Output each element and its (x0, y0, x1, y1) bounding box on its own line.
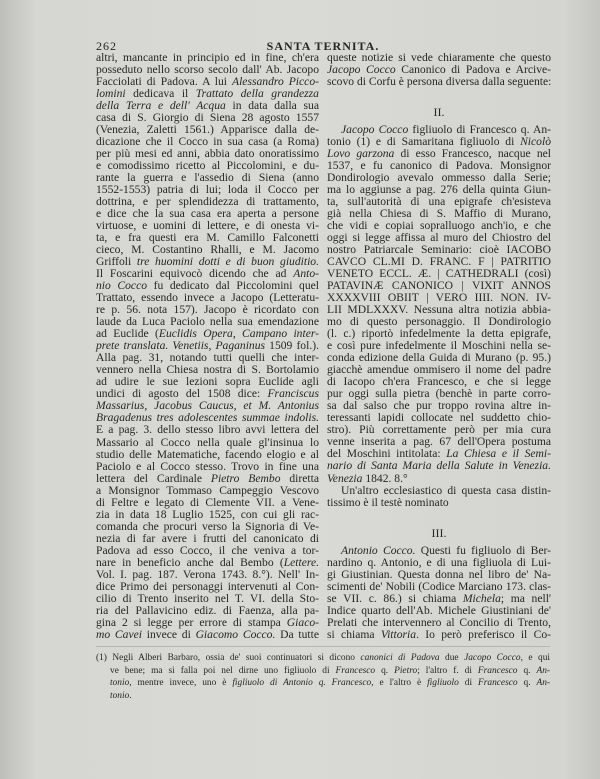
italic-text: tonio (110, 678, 130, 689)
text: virtuose, e uomini di lettere, e di onesta vi- (96, 219, 319, 233)
text-line (327, 629, 551, 641)
italic-text: Anto- (293, 267, 319, 281)
italic-text: Francesco (477, 665, 518, 676)
text: e dice che la sua casa era aperta a persone (96, 207, 319, 221)
text: Massario al Cocco nella quale gl'insinua lo (96, 435, 319, 449)
italic-text: tre huomini dotti e di buon giuditio. (136, 255, 319, 269)
text: queste notizie si vede chiaramente che questo (327, 51, 551, 64)
text: dedicava il (125, 87, 196, 101)
italic-text: nario di Santa Maria della Salute in Venezia. (327, 459, 551, 473)
text: nardino q. Antonio, e di una figliuola di Lui- (327, 555, 551, 569)
text: Facciolati di Padova. A lui (96, 75, 232, 89)
text: dicazione che il Cocco in sua casa (a Roma) (96, 135, 319, 149)
italic-text: figliuolo (427, 678, 459, 689)
text: e così pure infedelmente il Moschini nella se- (327, 339, 551, 353)
text: di Iacopo ch'era Francesco, e che si legge (327, 375, 551, 389)
italic-text: Vittoria (380, 627, 417, 641)
text: nare in beneficio anche dal Bembo ( (96, 555, 284, 569)
text-line (96, 690, 550, 703)
text: gi Giustinian. Questa donna nel libro de' Na- (327, 567, 551, 581)
italic-text: Antonio Cocco. (341, 543, 416, 557)
text: ria del Pallavicino ediz. di Faenza, alla pa- (96, 603, 319, 617)
text: Padova ad esso Cocco, il che veniva a tor- (96, 543, 319, 557)
text: , e qui (520, 653, 550, 663)
italic-text: Lovo garzona (327, 147, 395, 161)
text: di Feltre e legato di Clemente VII. a Vene- (96, 495, 319, 509)
text: Il Foscarini equivocò dicendo che ad (96, 267, 294, 281)
italic-text: Pietro Bembo (210, 471, 281, 485)
text: Da tutte (275, 627, 320, 641)
text: già nella Chiesa di S. Maffio di Murano, (327, 207, 551, 221)
italic-text: Jacopo Cocco (327, 63, 396, 77)
text-line (327, 76, 551, 88)
text: (1) Negli Alberi Barbaro, ossia de' suoi continuatori si dicono (96, 653, 361, 663)
text: q. (375, 665, 395, 676)
text: altri, mancante in principio ed in fine, ch'era (96, 51, 319, 64)
italic-text: lomini (96, 87, 126, 101)
text: e comodissimo ricetto al Piccolomini, e du- (96, 159, 319, 173)
text: , mentre invece, uno è (129, 678, 233, 689)
italic-text: Lettere. (283, 555, 319, 569)
italic-text: della Terra e dell' Acqua (96, 99, 226, 113)
italic-text: Bragadenus tres adolescentes summae indolis. (96, 411, 319, 425)
page-number: 262 (96, 39, 117, 53)
text: zia in data 18 Luglio 1525, con cui gli rac- (96, 507, 319, 521)
text: (l. c.) riportò infedelmente la detta epigrafe, (327, 327, 551, 341)
text: . (129, 690, 132, 701)
text: XXXXVIII OBIIT | VERO IIII. NON. IV- (327, 291, 551, 305)
text: venne inserita a pag. 67 dell'Opera postuma (327, 435, 551, 449)
italic-text: mo Cavei (96, 627, 142, 641)
text: Canonico di Padova e Arcive- (395, 63, 552, 77)
section-heading: II. (433, 105, 445, 120)
text: stro). Più correttamente però per mia cura (327, 423, 551, 437)
text-line (96, 652, 550, 665)
text: scimenti de' Nobili (Codice Marciano 173. clas- (327, 579, 551, 593)
text: dottrina, e per splendidezza di trattamento, (96, 195, 319, 209)
text: giacchè amendue ommisero il nome del padre (327, 363, 551, 377)
text: teressanti lapidi collocate nel suddetto chio- (327, 411, 551, 425)
italic-text: La Chiesa e il Semi- (446, 447, 552, 461)
text: vennero nella Chiesa nostra di S. Bortolamio (96, 363, 319, 377)
text: ; ma nell' (500, 591, 552, 605)
text: di (458, 678, 479, 689)
text: rante la guerra e l'assedio di Siena (anno (96, 171, 319, 185)
text: re p. 56. nota 157). Jacopo è ricordato con (96, 303, 319, 317)
text: scovo di Corfu è persona diversa dalla seguente: (327, 75, 552, 89)
italic-text: canonici di Padova (360, 653, 440, 663)
right-column (327, 52, 551, 641)
text: q. (517, 665, 537, 676)
italic-text: Euclidis Opera, Campano inter- (158, 327, 319, 341)
text-line (96, 677, 550, 690)
text: lettera del Cardinale (96, 471, 211, 485)
text: undici di agosto del 1508 dice: (96, 387, 268, 401)
text: gina 2 si legge per errore di stampa (96, 615, 287, 629)
text: Paciolo e al Cocco stesso. Trovo in fine una (96, 459, 319, 473)
italic-text: Michela (462, 591, 501, 605)
italic-text: Venezia (327, 471, 363, 485)
text: Dondirologio avevalo ommesso dalla Serie; (327, 171, 551, 185)
text: ta, e fra questi era M. Camillo Falconetti (96, 231, 319, 245)
text-line (327, 497, 551, 509)
text: VENETO ECCL. Æ. | CATHEDRALI (così) (327, 267, 551, 281)
italic-text: Trattato della grandezza (195, 87, 319, 101)
italic-text: Massarius, Jacobus Caucus, et M. Antonius (96, 399, 319, 413)
text: ; l'altro f. di (417, 665, 478, 676)
text: Alla pag. 31, notando tutti quelli che inter- (96, 351, 319, 365)
text: LII MDLXXXV. Nessuna altra notizia abbia- (327, 303, 551, 317)
italic-text: Alessandro Picco- (232, 75, 319, 89)
text: 1509 fol.). (265, 339, 319, 353)
text: Prelati che intervennero al Concilio di Trento, (327, 615, 551, 629)
text: cilio di Trento inserito nel T. VI. della Sto- (96, 591, 319, 605)
italic-text: nio Cocco (96, 279, 148, 293)
text: nezia di far avere i frutti del canonicato di (96, 531, 319, 545)
italic-text: Giaco- (286, 615, 319, 629)
text: sa dal salso che pur troppo rovina altre in- (327, 399, 551, 413)
italic-text: tonio (110, 690, 130, 701)
text: mo di questo personaggio. Il Dondirologio (327, 315, 551, 329)
italic-text: figliuolo di Antonio q. Francesco (232, 678, 372, 689)
text: figliuolo di Francesco q. An- (408, 123, 552, 137)
text: comanda che procuri verso la Signoria di Ve- (96, 519, 319, 533)
text: PATAVINÆ CANONICO | VIXIT ANNOS (327, 279, 551, 293)
text: ad Euclide ( (96, 327, 159, 341)
text: Griffoli (96, 255, 137, 269)
text: di esso Francesco, nacque nel (394, 147, 551, 161)
italic-text: An- (536, 665, 551, 676)
text: tissimo è il testè nominato (327, 495, 449, 509)
text: studio delle Matematiche, facendo elogio e al (96, 447, 319, 461)
text: posseduto nello scorso secolo dall' Ab. Jacopo (96, 63, 319, 77)
text: ve bene; ma si falla poi nel dirne uno figliuolo di (110, 665, 336, 676)
text: ma lo aggiunse a pag. 276 della quinta Giun- (327, 183, 551, 197)
running-title: SANTA TERNITA. (266, 39, 380, 53)
text: a Monsignor Tommaso Campeggio Vescovo (96, 483, 319, 497)
text: ta, sull'autorità di una epigrafe ch'esisteva (327, 195, 551, 209)
text: pur oggi sulla pietra (benchè in parte corro- (327, 387, 551, 401)
text: nostro Patriarcale Seminario: cioè IACOBO (327, 243, 551, 257)
italic-text: Pietro (394, 665, 418, 676)
italic-text: prete translata. Venetiis, Paganinus (96, 339, 266, 353)
text: casa di S. Giorgio di Siena 28 agosto 1557 (96, 111, 319, 125)
text: invece di (141, 627, 196, 641)
text: fu dedicato dal Piccolomini quel (147, 279, 319, 293)
text: due (439, 653, 465, 663)
text-line (96, 665, 550, 678)
footnote-rule (96, 646, 550, 647)
footnote (96, 652, 550, 702)
text: Trattato, essendo invece a Jacopo (Letteratu- (96, 291, 319, 305)
text: , e l'altro è (371, 678, 428, 689)
text: che vidi e copiai sopralluogo anch'io, e che (327, 219, 551, 233)
text: tonio (1) e di Samaritana figliuolo di (327, 135, 521, 149)
text: Indice quarto dell'Ab. Michele Giustiniani de' (327, 603, 551, 617)
text: CAVCO CL.MI D. FRANC. F | PATRITIO (327, 255, 551, 269)
text: Un'altro ecclesiastico di questa casa distin- (341, 483, 551, 497)
text: cieco, M. Costantino Rhalli, e M. Jacomo (96, 243, 319, 257)
left-column (96, 52, 319, 641)
section-heading: III. (431, 525, 447, 540)
text: 1552-1553) patria di lui; loda il Cocco per (96, 183, 319, 197)
text: E a pag. 3. dello stesso libro avvi lettera del (96, 423, 319, 437)
text: del Moschini intitolata: (327, 447, 447, 461)
italic-text: Francesco (478, 678, 518, 689)
text: per più mesi ed anni, abbia dato onoratissimo (96, 147, 319, 161)
text-line (96, 629, 319, 641)
italic-text: An- (536, 678, 551, 689)
italic-text: Jacopo Cocco (464, 653, 521, 663)
text: se VII. c. 86.) si chiama (327, 591, 463, 605)
text: si chiama (327, 627, 381, 641)
italic-text: Francesco (335, 665, 376, 676)
italic-text: Giacomo Cocco. (195, 627, 276, 641)
text: oggi si legge affissa al muro del Chiostro del (327, 231, 551, 245)
text: Vol. I. pag. 187. Verona 1743. 8.°). Nell' In- (96, 567, 319, 581)
text: 1842. 8.° (362, 471, 408, 485)
text: . Io però preferisco il Co- (416, 627, 551, 641)
italic-text: Franciscus (267, 387, 319, 401)
text: Questi fu figliuolo di Ber- (415, 543, 551, 557)
text: 1537, e fu canonico di Padova. Monsignor (327, 159, 551, 173)
text: in data dalla sua (225, 99, 319, 113)
text: laude da Luca Paciolo nella sua emendazione (96, 315, 319, 329)
text: diretta (280, 471, 319, 485)
text: dice Primo dei personaggi intervenuti al Con- (96, 579, 319, 593)
italic-text: Nicolò (520, 135, 551, 149)
text: ad udire le sue lezioni sopra Euclide agli (96, 375, 319, 389)
italic-text: Jacopo Cocco (341, 123, 409, 137)
text: (Venezia, Zaletti 1561.) Apparisce dalla de- (96, 123, 319, 137)
text: q. (517, 678, 537, 689)
text: conda edizione della Guida di Murano (p. 95.) (327, 351, 551, 365)
